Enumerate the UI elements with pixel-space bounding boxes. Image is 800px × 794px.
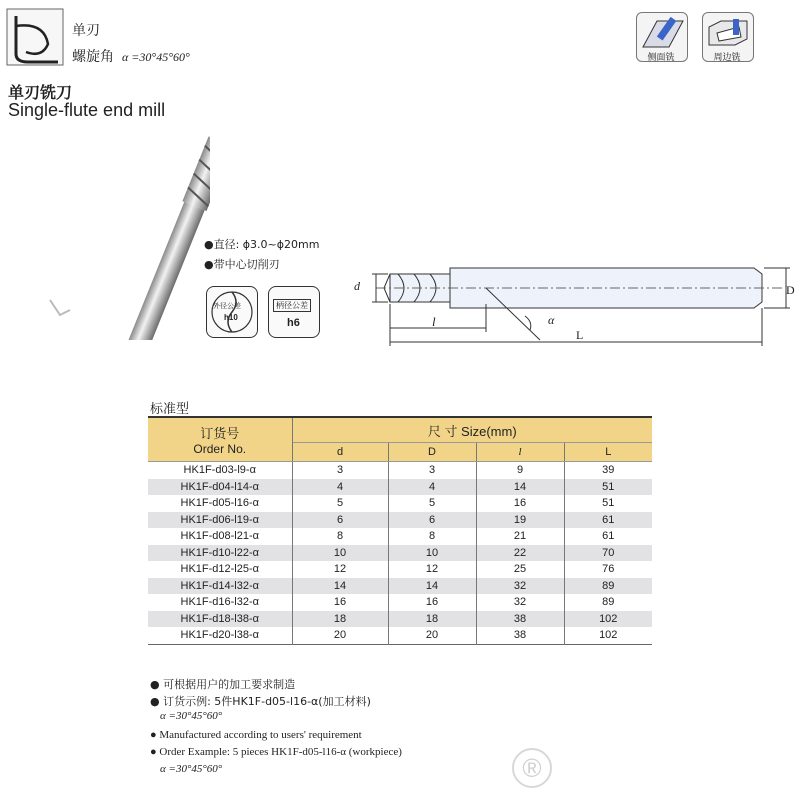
registered-watermark: ® — [512, 748, 552, 788]
D-cell: 12 — [388, 561, 476, 578]
note-en-alpha: α =30°45°60° — [160, 763, 223, 775]
L-cell: 61 — [564, 512, 652, 529]
L-cell: 70 — [564, 545, 652, 562]
table-row — [148, 594, 652, 611]
l-cell: 32 — [476, 578, 564, 595]
L-cell: 51 — [602, 497, 615, 510]
d-cell: 8 — [292, 528, 388, 545]
note-en-custom: ● Manufactured according to users' requirement — [150, 729, 362, 741]
order-header-cn: 订货号 — [200, 426, 240, 441]
col-header: d — [292, 443, 388, 462]
table-row — [148, 462, 652, 479]
spec-table — [148, 416, 652, 645]
d-cell: 5 — [292, 495, 388, 512]
d-cell: 12 — [292, 561, 388, 578]
product-title-en: Single-flute end mill — [8, 100, 166, 120]
D-cell: 6 — [388, 512, 476, 529]
dim-alpha: α — [548, 313, 555, 327]
l-cell: 21 — [476, 528, 564, 545]
note-en-example: ● Order Example: 5 pieces HK1F-d05-l16-α (workpiece) — [150, 746, 402, 758]
shank-tolerance-value: h6 — [287, 317, 300, 329]
table-row — [148, 512, 652, 529]
dim-D: D — [786, 283, 795, 297]
order-header-en: Order No. — [193, 442, 247, 456]
shank-tolerance-label: 柄径公差 — [273, 299, 311, 312]
table-row — [148, 627, 652, 644]
header-title: 单刃 — [72, 23, 100, 39]
helix-angle — [72, 46, 190, 66]
dim-d: d — [354, 279, 360, 293]
l-cell: 22 — [476, 545, 564, 562]
L-cell: 102 — [599, 629, 618, 642]
L-cell: 39 — [602, 464, 615, 477]
col-header: l — [476, 443, 564, 462]
shank-tolerance-badge — [268, 286, 320, 338]
dim-L: L — [576, 328, 584, 342]
l-cell: 16 — [476, 495, 564, 512]
D-cell: 16 — [388, 594, 476, 611]
note-cn-example: ● 订货示例: 5件HK1F-d05-l16-α(加工材料) — [150, 695, 371, 708]
D-cell: 4 — [388, 479, 476, 496]
order-cell: HK1F-d20-l38-α — [148, 627, 292, 644]
d-cell: 14 — [292, 578, 388, 595]
size-header: 尺 寸 Size(mm) — [292, 417, 652, 443]
l-cell: 9 — [476, 462, 564, 479]
side-milling-label: 侧面铣 — [647, 53, 675, 63]
section-title: 标准型 — [150, 402, 190, 417]
order-cell: HK1F-d04-l14-α — [148, 479, 292, 496]
feature-diameter: ●直径: ϕ3.0~ϕ20mm — [204, 238, 320, 251]
l-cell: 19 — [476, 512, 564, 529]
L-cell: 89 — [564, 578, 652, 595]
contour-milling-label: 周边铣 — [713, 53, 741, 63]
order-cell: HK1F-d12-l25-α — [148, 561, 292, 578]
note-cn-alpha: α =30°45°60° — [160, 710, 223, 722]
D-cell: 3 — [388, 462, 476, 479]
d-cell: 16 — [292, 594, 388, 611]
dimension-drawing — [350, 260, 800, 360]
order-cell: HK1F-d18-l38-α — [148, 611, 292, 628]
feature-center-cutting: ●带中心切削刃 — [204, 258, 280, 271]
d-cell: 3 — [292, 462, 388, 479]
d-cell: 20 — [292, 627, 388, 644]
order-cell: HK1F-d08-l21-α — [148, 528, 292, 545]
l-cell: 25 — [476, 561, 564, 578]
order-header — [148, 417, 292, 462]
D-cell: 5 — [388, 495, 476, 512]
outer-tolerance-value: h10 — [224, 313, 238, 322]
order-cell: HK1F-d16-l32-α — [148, 594, 292, 611]
table-row — [148, 561, 652, 578]
l-cell: 32 — [476, 594, 564, 611]
d-cell: 6 — [292, 512, 388, 529]
outer-tolerance-label: 外径公差 — [213, 303, 241, 310]
L-cell: 89 — [602, 596, 615, 609]
d-cell: 4 — [292, 479, 388, 496]
table-row — [148, 479, 652, 496]
table-row — [148, 528, 652, 545]
dim-l: l — [432, 314, 436, 329]
l-cell: 38 — [476, 627, 564, 644]
end-mill-photo — [20, 130, 210, 340]
order-cell: HK1F-d10-l22-α — [148, 545, 292, 562]
L-cell: 76 — [602, 563, 615, 576]
table-row — [148, 578, 652, 595]
table-row — [148, 495, 652, 512]
order-cell: HK1F-d05-l16-α — [148, 495, 292, 512]
single-flute-cross-section-icon — [6, 8, 66, 68]
L-cell: 61 — [602, 530, 615, 543]
l-cell: 14 — [476, 479, 564, 496]
D-cell: 10 — [388, 545, 476, 562]
col-header: D — [388, 443, 476, 462]
table-row — [148, 611, 652, 628]
D-cell: 14 — [388, 578, 476, 595]
outer-tolerance-badge — [206, 286, 258, 338]
D-cell: 8 — [388, 528, 476, 545]
helix-label: 螺旋角 — [72, 49, 114, 65]
L-cell: 102 — [564, 611, 652, 628]
order-cell: HK1F-d03-l9-α — [148, 462, 292, 479]
D-cell: 20 — [388, 627, 476, 644]
order-cell: HK1F-d14-l32-α — [148, 578, 292, 595]
helix-value: α =30°45°60° — [122, 50, 190, 64]
L-cell: 51 — [564, 479, 652, 496]
l-cell: 38 — [476, 611, 564, 628]
note-cn-custom: ● 可根据用户的加工要求制造 — [150, 678, 296, 691]
d-cell: 18 — [292, 611, 388, 628]
col-header: L — [564, 443, 652, 462]
product-title-cn: 单刃铣刀 — [8, 83, 73, 102]
D-cell: 18 — [388, 611, 476, 628]
d-cell: 10 — [292, 545, 388, 562]
table-row — [148, 545, 652, 562]
order-cell: HK1F-d06-l19-α — [148, 512, 292, 529]
